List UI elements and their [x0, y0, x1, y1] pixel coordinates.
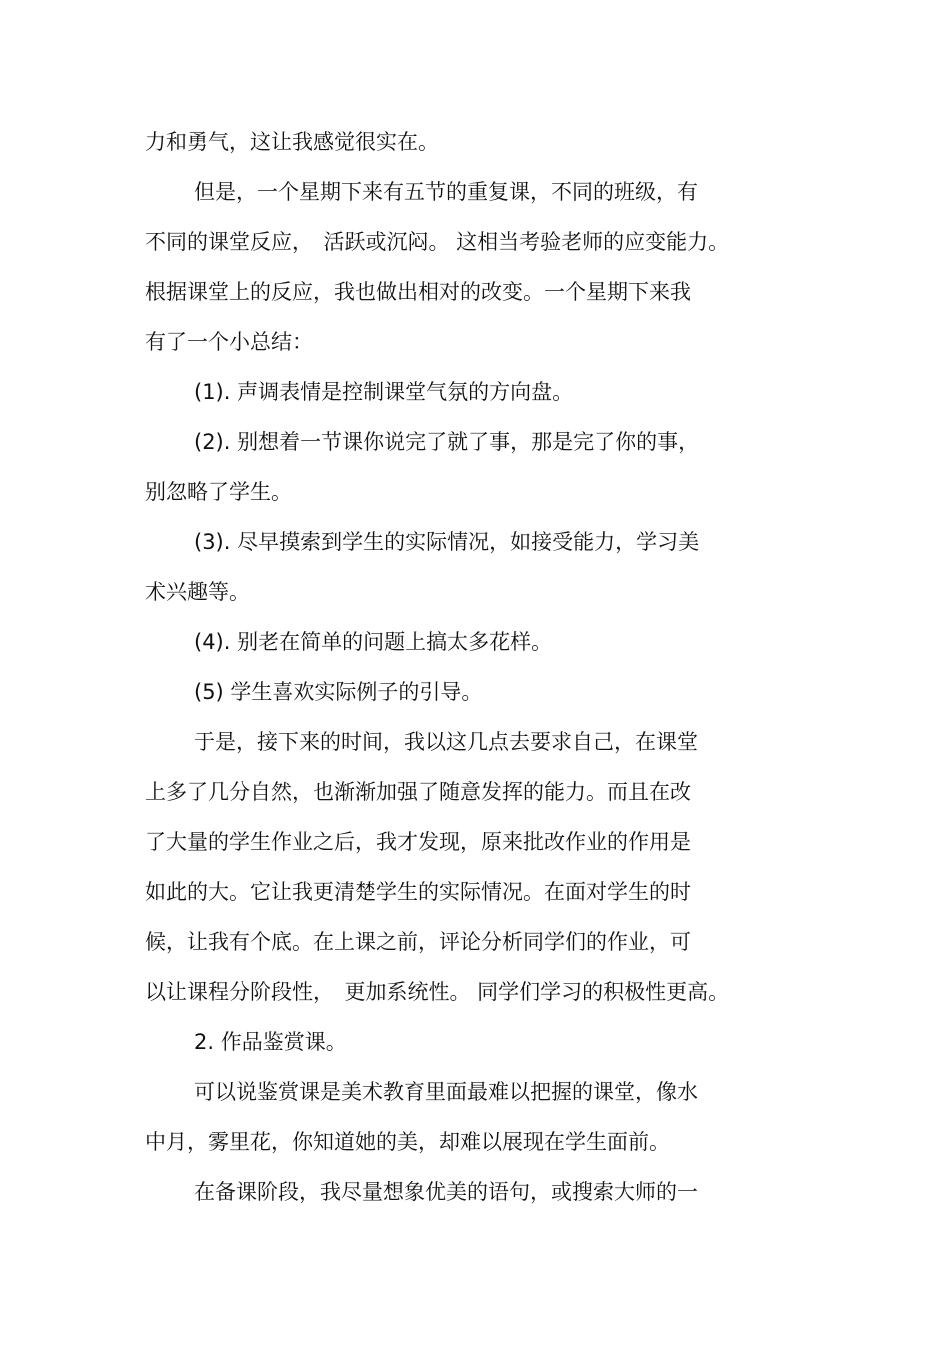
text-line-20: 可以说鉴赏课是美术教育里面最难以把握的课堂，像水	[194, 1080, 698, 1104]
text-line-12: (5) 学生喜欢实际例子的引导。	[194, 680, 483, 704]
text-line-19: 2. 作品鉴赏课。	[194, 1030, 347, 1054]
text-line-11: (4). 别老在简单的问题上搞太多花样。	[194, 630, 553, 654]
text-line-6: (1). 声调表情是控制课堂气氛的方向盘。	[194, 380, 574, 404]
text-line-16: 如此的大。它让我更清楚学生的实际情况。在面对学生的时	[145, 880, 691, 904]
text-line-9: (3). 尽早摸索到学生的实际情况，如接受能力，学习美	[194, 530, 700, 554]
text-line-8: 别忽略了学生。	[145, 480, 292, 504]
text-line-4: 根据课堂上的反应，我也做出相对的改变。一个星期下来我	[145, 280, 691, 304]
text-line-5: 有了一个小总结：	[145, 330, 313, 354]
text-line-3: 不同的课堂反应， 活跃或沉闷。 这相当考验老师的应变能力。	[145, 230, 730, 254]
text-line-22: 在备课阶段，我尽量想象优美的语句，或搜索大师的一	[194, 1180, 698, 1204]
text-line-1: 力和勇气，这让我感觉很实在。	[145, 130, 439, 154]
text-line-15: 了大量的学生作业之后，我才发现，原来批改作业的作用是	[145, 830, 691, 854]
text-line-7: (2). 别想着一节课你说完了就了事，那是完了你的事，	[194, 430, 700, 454]
text-line-14: 上多了几分自然，也渐渐加强了随意发挥的能力。而且在改	[145, 780, 691, 804]
text-line-2: 但是，一个星期下来有五节的重复课，不同的班级，有	[194, 180, 698, 204]
text-line-13: 于是，接下来的时间，我以这几点去要求自己，在课堂	[194, 730, 698, 754]
text-line-21: 中月，雾里花，你知道她的美，却难以展现在学生面前。	[145, 1130, 670, 1154]
text-line-10: 术兴趣等。	[145, 580, 250, 604]
text-line-18: 以让课程分阶段性， 更加系统性。 同学们学习的积极性更高。	[145, 980, 730, 1004]
text-line-17: 候，让我有个底。在上课之前，评论分析同学们的作业，可	[145, 930, 691, 954]
